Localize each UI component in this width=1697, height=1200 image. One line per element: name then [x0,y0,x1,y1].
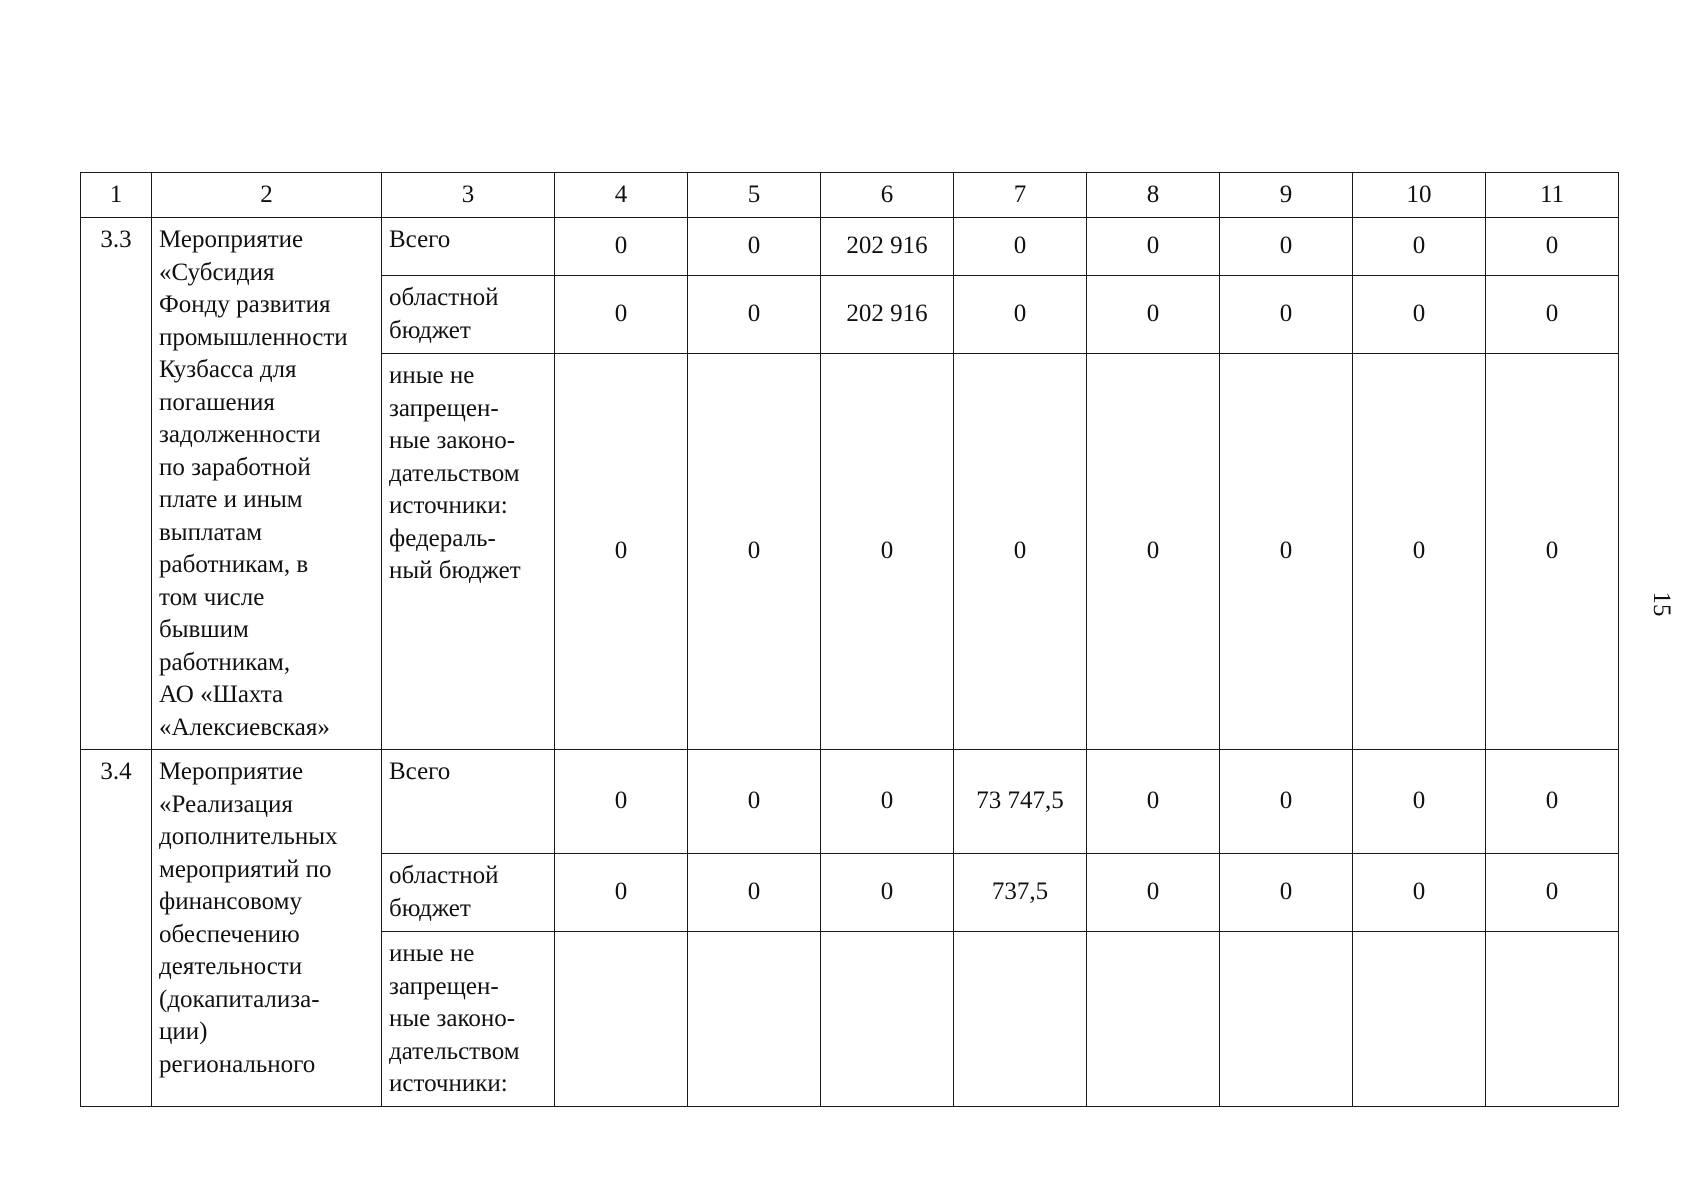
funding-source-line: федераль- [389,524,496,552]
funding-source-line: иные не [389,940,475,967]
value-cell [954,932,1087,1107]
budget-table [80,172,1619,1107]
value-cell: 202 916 [821,276,954,354]
activity-name-line: ции) [159,1018,208,1045]
activity-name-line: по заработной [159,453,311,481]
activity-name-line: работникам, в [159,551,309,578]
activity-name-line: «Субсидия [159,258,275,286]
value-cell: 73 747,5 [954,750,1087,854]
activity-name-line: промышленности [159,323,348,351]
value-cell: 0 [688,354,821,750]
funding-source [382,218,555,276]
activity-name-line: Мероприятие [159,758,304,785]
header-cell: 7 [954,173,1087,218]
value-cell: 0 [1087,354,1220,750]
value-cell [1220,932,1353,1107]
header-row [81,173,1619,218]
value-cell: 0 [954,354,1087,750]
funding-source-line: иные не [389,362,475,389]
activity-name-line: Кузбасса для [159,356,297,383]
funding-source-line: дательством [389,459,520,487]
value-cell: 0 [1087,276,1220,354]
header-cell: 4 [555,173,688,218]
value-cell: 0 [688,750,821,854]
funding-source [382,932,555,1107]
funding-source-line: источники: [389,1070,508,1097]
header-cell: 1 [81,173,152,218]
value-cell: 0 [1486,854,1619,932]
value-cell [1087,932,1220,1107]
funding-source-line: ные законо- [389,1005,516,1032]
value-cell: 0 [1220,218,1353,276]
activity-name-line: бывшим [159,616,249,643]
funding-source-line: Всего [389,758,451,785]
activity-name-line: Фонду развития [159,291,331,318]
activity-name-line: мероприятий по [159,855,332,883]
value-cell: 0 [555,750,688,854]
funding-source-line: бюджет [389,894,471,922]
activity-name-line: регионального [159,1050,316,1078]
value-cell: 0 [954,218,1087,276]
header-cell: 2 [152,173,382,218]
activity-name-line: выплатам [159,518,263,546]
value-cell: 0 [555,218,688,276]
value-cell: 0 [954,276,1087,354]
header-cell: 11 [1486,173,1619,218]
item-number: 3.3 [81,218,152,750]
funding-source-line: ный бюджет [389,557,521,584]
value-cell: 0 [1353,750,1486,854]
value-cell: 0 [821,854,954,932]
activity-name-line: (докапитализа- [159,985,320,1013]
activity-name-line: деятельности [159,953,303,980]
table-row [81,750,1619,854]
value-cell: 0 [1220,276,1353,354]
value-cell: 0 [688,218,821,276]
funding-source [382,276,555,354]
activity-name-line: финансовому [159,888,303,915]
activity-name-line: задолженности [159,421,321,448]
activity-name-line: АО «Шахта [159,681,284,708]
value-cell: 0 [555,354,688,750]
funding-source-line: бюджет [389,316,471,344]
table-row [81,218,1619,276]
header-cell: 9 [1220,173,1353,218]
activity-name-line: «Алексиевская» [159,713,330,741]
value-cell: 202 916 [821,218,954,276]
activity-name-line: дополнительных [159,823,338,850]
funding-source-line: ные законо- [389,427,516,454]
value-cell: 0 [1353,218,1486,276]
header-cell: 3 [382,173,555,218]
value-cell: 0 [688,854,821,932]
header-cell: 6 [821,173,954,218]
header-cell: 10 [1353,173,1486,218]
value-cell: 0 [555,276,688,354]
activity-name [152,218,382,750]
value-cell: 0 [688,276,821,354]
funding-source-line: источники: [389,492,508,519]
activity-name-line: погашения [159,388,275,416]
activity-name-line: плате и иным [159,486,303,513]
value-cell [688,932,821,1107]
value-cell: 0 [1353,854,1486,932]
funding-source-line: запрещен- [389,972,499,1000]
value-cell [1353,932,1486,1107]
value-cell: 0 [821,750,954,854]
value-cell: 0 [1486,354,1619,750]
value-cell: 0 [821,354,954,750]
value-cell [821,932,954,1107]
value-cell: 737,5 [954,854,1087,932]
value-cell: 0 [1087,854,1220,932]
item-number: 3.4 [81,750,152,1107]
value-cell: 0 [555,854,688,932]
value-cell: 0 [1353,354,1486,750]
activity-name [152,750,382,1107]
value-cell [555,932,688,1107]
funding-source-line: областной [389,862,499,889]
activity-name-line: «Реализация [159,790,293,818]
activity-name-line: Мероприятие [159,226,304,253]
header-cell: 8 [1087,173,1220,218]
funding-source [382,750,555,854]
header-cell: 5 [688,173,821,218]
value-cell: 0 [1486,218,1619,276]
page-number: 15 [1648,591,1675,617]
funding-source [382,354,555,750]
value-cell [1486,932,1619,1107]
value-cell: 0 [1486,276,1619,354]
funding-source [382,854,555,932]
value-cell: 0 [1486,750,1619,854]
funding-source-line: дательством [389,1037,520,1065]
value-cell: 0 [1220,750,1353,854]
value-cell: 0 [1353,276,1486,354]
value-cell: 0 [1220,854,1353,932]
value-cell: 0 [1087,750,1220,854]
value-cell: 0 [1220,354,1353,750]
activity-name-line: обеспечению [159,920,300,948]
value-cell: 0 [1087,218,1220,276]
funding-source-line: запрещен- [389,394,499,422]
funding-source-line: областной [389,284,499,311]
activity-name-line: работникам, [159,648,291,676]
funding-source-line: Всего [389,226,451,253]
activity-name-line: том числе [159,583,265,611]
